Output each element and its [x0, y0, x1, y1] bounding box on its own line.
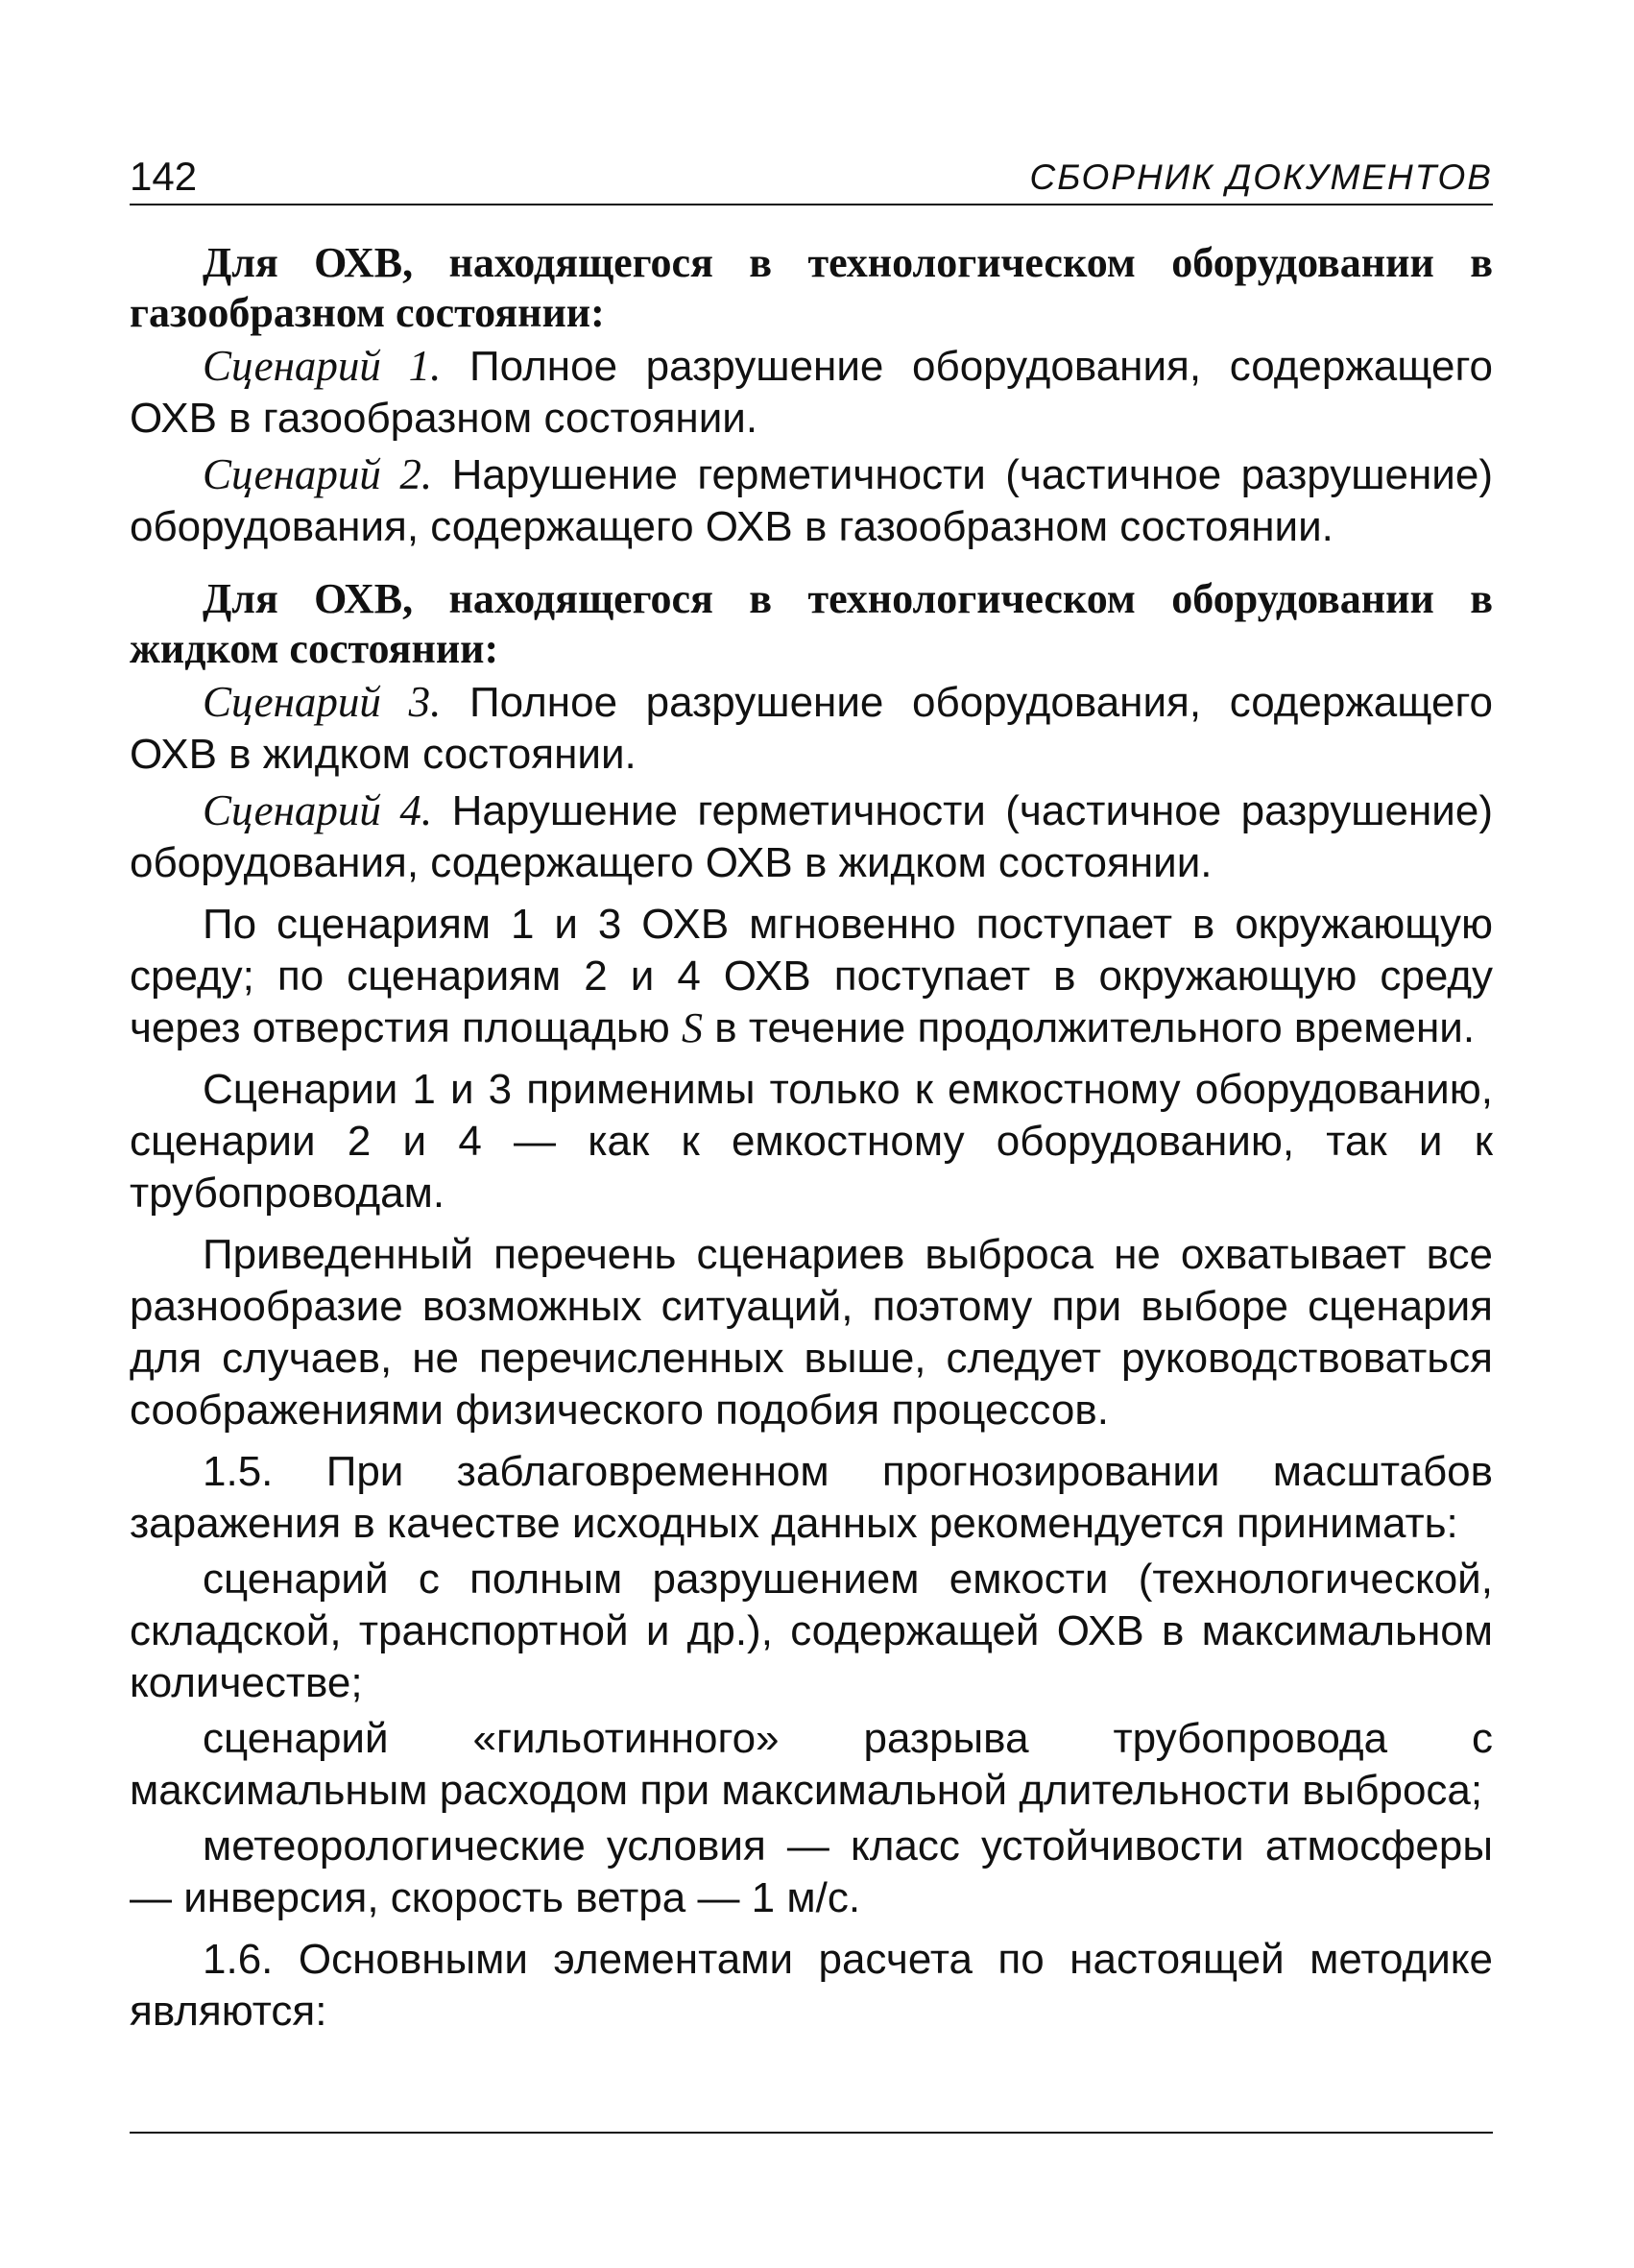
input-pipe-paragraph: сценарий «гильотинного» разрыва трубопровода с максимальным расходом при максимальной длительности выброса;	[130, 1715, 1493, 1814]
release-paragraph	[130, 899, 1493, 1054]
scenario-4-name: Сценарий 4.	[203, 786, 433, 834]
scenario-3-text: Полное разрушение оборудования, содержащего ОХВ в жидком состоянии.	[130, 679, 1493, 778]
scenario-2-paragraph	[130, 448, 1493, 553]
scenario-2-text: Нарушение герметичности (частичное разрушение) оборудования, содержащего ОХВ в газообразном состоянии.	[130, 451, 1494, 550]
scenario-1-name: Сценарий 1.	[203, 342, 442, 390]
running-head	[130, 144, 1493, 205]
list-note-paragraph: Приведенный перечень сценариев выброса не охватывает все разнообразие возможных ситуаций, поэтому при выборе сценария для случаев, не перечисленных выше, следует руководствоваться соображениями физического подобия процессов.	[130, 1231, 1493, 1434]
item-1-6-paragraph: 1.6. Основными элементами расчета по настоящей методике являются:	[130, 1936, 1493, 2035]
release-text-end: в течение продолжительного времени.	[703, 1004, 1476, 1051]
scenario-2-name: Сценарий 2.	[203, 450, 433, 498]
section-heading-liquid: Для ОХВ, находящегося в технологическом оборудовании в жидком состоянии:	[130, 575, 1493, 672]
input-tank-paragraph: сценарий с полным разрушением емкости (технологической, складской, транспортной и др.), содержащей ОХВ в максимальном количестве;	[130, 1556, 1493, 1706]
scenario-1-paragraph	[130, 340, 1493, 445]
running-title: СБОРНИК ДОКУМЕНТОВ	[1029, 157, 1493, 197]
input-meteo-paragraph: метеорологические условия — класс устойчивости атмосферы — инверсия, скорость ветра — 1 м/с.	[130, 1822, 1493, 1921]
item-1-5-paragraph: 1.5. При заблаговременном прогнозировании масштабов заражения в качестве исходных данных рекомендуется принимать:	[130, 1448, 1493, 1547]
section-heading-gas: Для ОХВ, находящегося в технологическом оборудовании в газообразном состоянии:	[130, 239, 1493, 336]
release-text-start: По сценариям 1 и 3 ОХВ мгновенно поступает в окружающую среду; по сценариям 2 и 4 ОХВ поступает в окружающую среду через отверстия площадью	[130, 901, 1493, 1051]
document-page	[130, 144, 1493, 2047]
scenario-4-text: Нарушение герметичности (частичное разрушение) оборудования, содержащего ОХВ в жидком состоянии.	[130, 787, 1494, 886]
applicability-paragraph: Сценарии 1 и 3 применимы только к емкостному оборудованию, сценарии 2 и 4 — как к емкостному оборудованию, так и к трубопроводам.	[130, 1066, 1493, 1217]
scenario-4-paragraph	[130, 784, 1493, 889]
page-body	[130, 238, 1493, 2038]
area-variable: S	[682, 1004, 703, 1051]
page-number: 142	[130, 154, 198, 199]
scenario-3-name: Сценарий 3.	[203, 678, 442, 726]
scenario-1-text: Полное разрушение оборудования, содержащего ОХВ в газообразном состоянии.	[130, 343, 1493, 442]
bottom-rule	[130, 2132, 1493, 2134]
scenario-3-paragraph	[130, 676, 1493, 781]
